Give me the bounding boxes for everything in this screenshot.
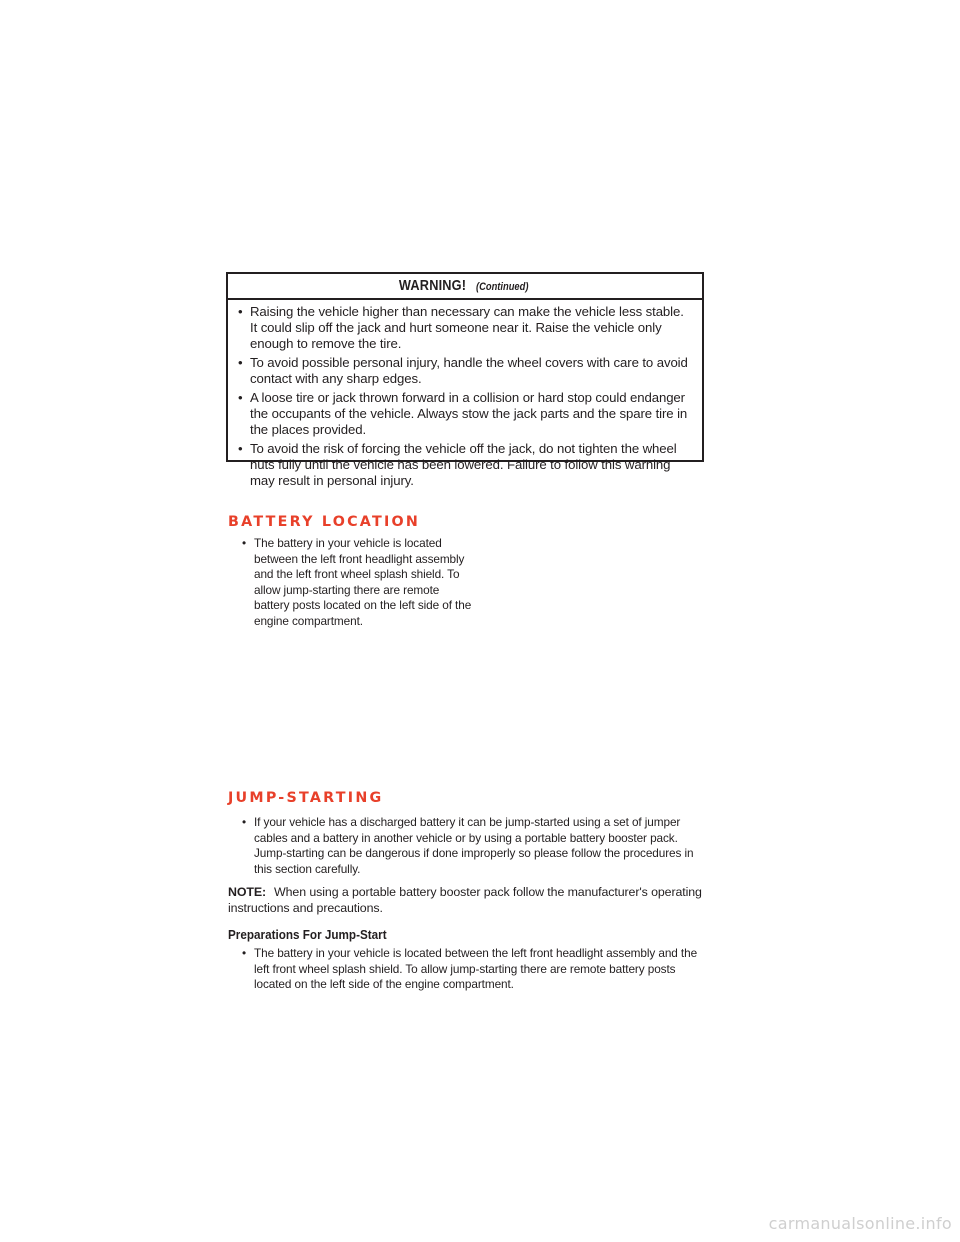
preparations-list <box>242 946 708 993</box>
warning-title: WARNING! <box>398 277 466 294</box>
bullet: • <box>242 815 247 829</box>
preparations-heading: Preparations For Jump-Start <box>228 927 387 942</box>
warning-item-text: Raising the vehicle higher than necessary can make the vehicle less stable. It could slip off the jack and hurt someone near it. Raise the vehicle only enough to remove the tire. <box>250 304 684 351</box>
warning-item <box>236 355 694 387</box>
warning-list <box>228 300 702 489</box>
bullet: • <box>238 355 243 370</box>
list-item-text: If your vehicle has a discharged battery it can be jump-started using a set of jumper cables and a battery in another vehicle or by using a portable battery booster pack. Jump-starting can be dangerous if done improperly so please follow the procedures in this section carefully. <box>254 815 694 876</box>
bullet: • <box>242 536 247 550</box>
warning-item <box>236 390 694 438</box>
jump-starting-heading: JUMP-STARTING <box>228 790 384 806</box>
warning-item <box>236 304 694 352</box>
battery-location-heading: BATTERY LOCATION <box>228 514 421 530</box>
note-label: NOTE: <box>228 885 267 899</box>
warning-item-text: To avoid possible personal injury, handle the wheel covers with care to avoid contact with any sharp edges. <box>250 355 688 386</box>
warning-item-text: To avoid the risk of forcing the vehicle off the jack, do not tighten the wheel nuts fully until the vehicle has been lowered. Failure to follow this warning may result in personal injury. <box>250 441 677 488</box>
list-item <box>242 946 708 993</box>
list-item-text: The battery in your vehicle is located between the left front headlight assembly and the left front wheel splash shield. To allow jump-starting there are remote battery posts located on the left side of the engine compartment. <box>254 536 472 628</box>
warning-header <box>228 274 702 300</box>
bullet: • <box>238 441 243 456</box>
list-item <box>242 815 708 877</box>
bullet: • <box>242 946 247 960</box>
battery-location-list <box>242 536 472 629</box>
watermark: carmanualsonline.info <box>768 1214 952 1233</box>
note <box>228 884 708 916</box>
list-item <box>242 536 472 629</box>
warning-box <box>226 272 704 488</box>
warning-continued-label: (Continued) <box>475 281 529 293</box>
list-item-text: The battery in your vehicle is located between the left front headlight assembly and the left front wheel splash shield. To allow jump-starting there are remote battery posts located on the left side of the engine compartment. <box>254 946 698 991</box>
warning-item-text: A loose tire or jack thrown forward in a collision or hard stop could endanger the occupants of the vehicle. Always stow the jack parts and the spare tire in the places provided. <box>250 390 688 437</box>
bullet: • <box>238 390 243 405</box>
jump-starting-list <box>242 815 708 877</box>
warning-item <box>236 441 694 489</box>
note-text: When using a portable battery booster pack follow the manufacturer's operating instructions and precautions. <box>228 885 702 915</box>
bullet: • <box>238 304 243 319</box>
